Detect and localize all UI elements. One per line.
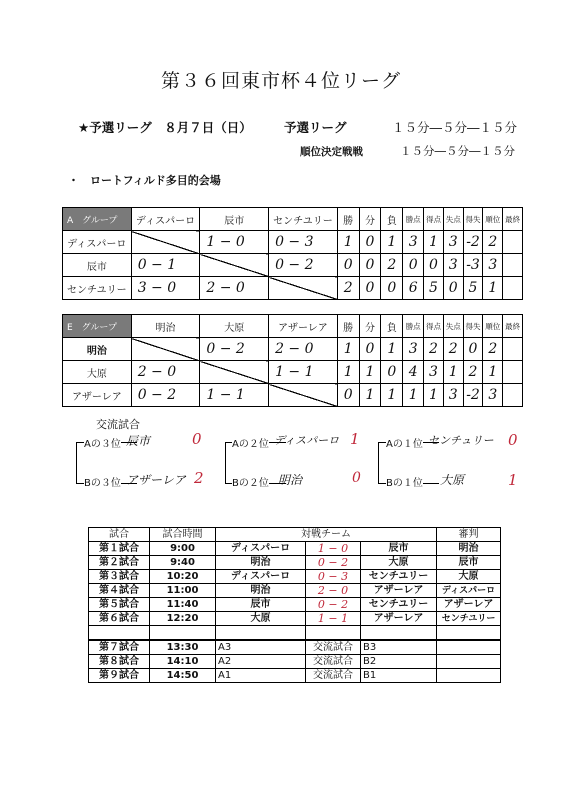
- referee: [437, 669, 501, 683]
- match-time: 14:50: [150, 669, 216, 683]
- away-team: センチユリー: [361, 570, 437, 584]
- match-time: 14:10: [150, 655, 216, 669]
- match-time: 9:00: [150, 542, 216, 556]
- stat-cell: 2: [381, 254, 403, 277]
- match-no: 第１試合: [89, 542, 150, 556]
- col-stat: 負: [381, 315, 403, 338]
- score-cell: 2 − 0: [131, 361, 200, 384]
- col-team: 大原: [200, 315, 269, 338]
- home-team: 大原: [216, 612, 306, 626]
- group-a-corner: A グループ: [63, 208, 132, 231]
- stat-cell: 0: [337, 254, 359, 277]
- exchange-bottom-label: Bの２位: [232, 474, 269, 489]
- row-team: センチユリー: [63, 277, 132, 300]
- group-e-corner: E グループ: [63, 315, 132, 338]
- stat-cell: 4: [403, 361, 424, 384]
- stat-cell: 1: [337, 338, 359, 361]
- table-row: [89, 612, 501, 626]
- group-a-table: [62, 207, 523, 300]
- match-score: 0 − 2: [306, 556, 361, 570]
- exchange-top-score: 0: [508, 431, 518, 449]
- away-slot: B3: [361, 640, 437, 655]
- spacer-row: [89, 626, 501, 641]
- stat-cell: -2: [463, 231, 483, 254]
- stat-cell: 1: [381, 231, 403, 254]
- col-stat: 得失: [463, 208, 483, 231]
- referee: [437, 655, 501, 669]
- col-stat: 失点: [443, 315, 463, 338]
- stat-cell: 2: [443, 338, 463, 361]
- score-cell: 3 − 0: [131, 277, 200, 300]
- table-row: [63, 338, 523, 361]
- away-team: アザーレア: [361, 584, 437, 598]
- stat-cell: 0: [359, 254, 381, 277]
- col-stat: 勝: [337, 208, 359, 231]
- stat-cell: 5: [463, 277, 483, 300]
- col-stat: 最終: [503, 315, 523, 338]
- stat-cell: 3: [443, 384, 463, 407]
- exchange-label: 交流試合: [306, 655, 361, 669]
- diagonal-cell: [200, 254, 269, 277]
- away-team: アザーレア: [361, 612, 437, 626]
- col-stat: 得失: [463, 315, 483, 338]
- row-team: 明治: [63, 338, 132, 361]
- exchange-bottom-team: アザーレア: [126, 473, 186, 487]
- col-stat: 勝点: [403, 315, 424, 338]
- score-cell: 0 − 2: [131, 384, 200, 407]
- league-time: １５分―５分―１５分: [392, 120, 518, 135]
- table-row: [63, 361, 523, 384]
- exchange-bottom-team: 大原: [440, 473, 465, 487]
- home-team: 辰市: [216, 598, 306, 612]
- match-score: 0 − 3: [306, 570, 361, 584]
- score-cell: 0 − 1: [131, 254, 200, 277]
- home-team: 明治: [216, 556, 306, 570]
- row-team: ディスパーロ: [63, 231, 132, 254]
- stat-cell: 0: [359, 338, 381, 361]
- header-match: 試合: [89, 528, 150, 542]
- stat-cell: 0: [359, 277, 381, 300]
- stat-cell: 1: [337, 361, 359, 384]
- stat-cell: 2: [424, 338, 444, 361]
- table-row: [89, 570, 501, 584]
- stat-cell: 0: [463, 338, 483, 361]
- score-cell: 2 − 0: [269, 338, 338, 361]
- stat-cell: 0: [337, 384, 359, 407]
- exchange-top-label: Aの２位: [232, 435, 269, 450]
- diagonal-cell: [131, 338, 200, 361]
- diagonal-cell: [269, 384, 338, 407]
- stat-cell: [503, 361, 523, 384]
- table-row: [63, 231, 523, 254]
- exchange-label: 交流試合: [306, 669, 361, 683]
- match-score: 1 − 0: [306, 542, 361, 556]
- score-cell: 0 − 3: [269, 231, 338, 254]
- match-score: 1 − 1: [306, 612, 361, 626]
- stat-cell: 3: [483, 254, 503, 277]
- match-time: 11:40: [150, 598, 216, 612]
- exchange-bottom-score: 0: [352, 470, 361, 486]
- match-no: 第９試合: [89, 669, 150, 683]
- stat-cell: [503, 231, 523, 254]
- schedule-table: [88, 527, 501, 683]
- header-referee: 審判: [437, 528, 501, 542]
- stat-cell: 1: [424, 231, 444, 254]
- header-time: 試合時間: [150, 528, 216, 542]
- stat-cell: 3: [443, 231, 463, 254]
- stat-cell: 0: [403, 254, 424, 277]
- home-slot: A2: [216, 655, 306, 669]
- stat-cell: 0: [381, 277, 403, 300]
- score-cell: 1 − 1: [269, 361, 338, 384]
- table-row: [89, 640, 501, 655]
- match-no: 第３試合: [89, 570, 150, 584]
- exchange-top-score: 1: [350, 430, 360, 448]
- row-team: 辰市: [63, 254, 132, 277]
- match-time: 10:20: [150, 570, 216, 584]
- table-row: [89, 542, 501, 556]
- stat-cell: 6: [403, 277, 424, 300]
- stat-cell: 2: [483, 338, 503, 361]
- group-e-table: [62, 314, 523, 407]
- stat-cell: 3: [403, 231, 424, 254]
- table-row: [89, 556, 501, 570]
- match-time: 9:40: [150, 556, 216, 570]
- table-row: [89, 584, 501, 598]
- exchange-top-score: 0: [192, 430, 202, 448]
- stat-cell: 1: [443, 361, 463, 384]
- home-slot: A3: [216, 640, 306, 655]
- home-slot: A1: [216, 669, 306, 683]
- col-team: 辰市: [200, 208, 269, 231]
- col-stat: 得点: [424, 208, 444, 231]
- stat-cell: 0: [381, 361, 403, 384]
- stat-cell: 1: [483, 361, 503, 384]
- exchange-top-team: 辰市: [126, 434, 151, 448]
- col-stat: 得点: [424, 315, 444, 338]
- row-team: アザーレア: [63, 384, 132, 407]
- stat-cell: 1: [424, 384, 444, 407]
- col-team: 明治: [131, 315, 200, 338]
- col-stat: 分: [359, 315, 381, 338]
- stat-cell: 1: [403, 384, 424, 407]
- stat-cell: [503, 338, 523, 361]
- diagonal-cell: [269, 277, 338, 300]
- score-cell: 0 − 2: [269, 254, 338, 277]
- stat-cell: 0: [443, 277, 463, 300]
- exchange-top-label: Aの３位: [84, 435, 121, 450]
- match-score: 2 − 0: [306, 584, 361, 598]
- stat-cell: 3: [443, 254, 463, 277]
- score-cell: 1 − 0: [200, 231, 269, 254]
- match-no: 第８試合: [89, 655, 150, 669]
- score-cell: 2 − 0: [200, 277, 269, 300]
- stat-cell: [503, 384, 523, 407]
- diagonal-cell: [131, 231, 200, 254]
- stat-cell: [503, 254, 523, 277]
- score-cell: 1 − 1: [200, 384, 269, 407]
- col-stat: 最終: [503, 208, 523, 231]
- league-date: ★予選リーグ ８月７日（日）: [78, 120, 252, 135]
- stat-cell: 1: [381, 338, 403, 361]
- table-row: [89, 655, 501, 669]
- stat-cell: 2: [483, 231, 503, 254]
- col-stat: 勝点: [403, 208, 424, 231]
- header-teams: 対戦チーム: [216, 528, 437, 542]
- final-label: 順位決定戦戦: [300, 146, 363, 158]
- referee: ディスパーロ: [437, 584, 501, 598]
- referee: 辰市: [437, 556, 501, 570]
- venue: ・ ロートフィルド多目的会場: [68, 174, 221, 187]
- match-no: 第４試合: [89, 584, 150, 598]
- stat-cell: 1: [483, 277, 503, 300]
- col-team: アザーレア: [269, 315, 338, 338]
- col-team: ディスパーロ: [131, 208, 200, 231]
- stat-cell: 0: [424, 254, 444, 277]
- exchange-bottom-score: 1: [508, 471, 518, 489]
- match-no: 第５試合: [89, 598, 150, 612]
- exchange-top-label: Aの１位: [386, 435, 423, 450]
- stat-cell: [503, 277, 523, 300]
- referee: センチユリー: [437, 612, 501, 626]
- row-team: 大原: [63, 361, 132, 384]
- stat-cell: 2: [337, 277, 359, 300]
- match-no: 第６試合: [89, 612, 150, 626]
- away-team: 辰市: [361, 542, 437, 556]
- stat-cell: 0: [359, 231, 381, 254]
- stat-cell: 1: [359, 361, 381, 384]
- stat-cell: -2: [463, 384, 483, 407]
- schedule-header-row: [89, 528, 501, 542]
- exchange-bottom-label: Bの１位: [386, 474, 423, 489]
- exchange-title: 交流試合: [96, 418, 140, 431]
- exchange-bottom-score: 2: [194, 469, 204, 487]
- match-time: 13:30: [150, 640, 216, 655]
- group-a-header-row: [63, 208, 523, 231]
- exchange-top-team: ディスパーロ: [274, 434, 340, 447]
- col-stat: 分: [359, 208, 381, 231]
- exchange-label: 交流試合: [306, 640, 361, 655]
- match-time: 12:20: [150, 612, 216, 626]
- table-row: [89, 598, 501, 612]
- league-label: 予選リーグ: [284, 120, 347, 135]
- referee: 大原: [437, 570, 501, 584]
- table-row: [63, 384, 523, 407]
- page-title: 第３６回東市杯４位リーグ: [160, 70, 401, 92]
- stat-cell: 5: [424, 277, 444, 300]
- score-cell: 0 − 2: [200, 338, 269, 361]
- stat-cell: 3: [403, 338, 424, 361]
- final-time: １５分―５分―１５分: [400, 144, 515, 158]
- away-slot: B1: [361, 669, 437, 683]
- home-team: ディスパーロ: [216, 570, 306, 584]
- col-stat: 順位: [483, 208, 503, 231]
- col-team: センチユリー: [269, 208, 338, 231]
- group-e-header-row: [63, 315, 523, 338]
- col-stat: 順位: [483, 315, 503, 338]
- stat-cell: 1: [381, 384, 403, 407]
- table-row: [63, 254, 523, 277]
- referee: 明治: [437, 542, 501, 556]
- col-stat: 負: [381, 208, 403, 231]
- col-stat: 勝: [337, 315, 359, 338]
- referee: アザーレア: [437, 598, 501, 612]
- home-team: ディスパーロ: [216, 542, 306, 556]
- match-time: 11:00: [150, 584, 216, 598]
- match-no: 第７試合: [89, 640, 150, 655]
- referee: [437, 640, 501, 655]
- match-score: 0 − 2: [306, 598, 361, 612]
- col-stat: 失点: [443, 208, 463, 231]
- stat-cell: 2: [463, 361, 483, 384]
- exchange-top-team: センチュリー: [428, 434, 494, 447]
- exchange-bottom-label: Bの３位: [84, 474, 121, 489]
- stat-cell: 3: [424, 361, 444, 384]
- exchange-bottom-team: 明治: [278, 473, 303, 487]
- stat-cell: -3: [463, 254, 483, 277]
- table-row: [89, 669, 501, 683]
- stat-cell: 3: [483, 384, 503, 407]
- stat-cell: 1: [337, 231, 359, 254]
- away-team: 大原: [361, 556, 437, 570]
- match-no: 第２試合: [89, 556, 150, 570]
- away-team: センチユリー: [361, 598, 437, 612]
- away-slot: B2: [361, 655, 437, 669]
- diagonal-cell: [200, 361, 269, 384]
- stat-cell: 1: [359, 384, 381, 407]
- table-row: [63, 277, 523, 300]
- home-team: 明治: [216, 584, 306, 598]
